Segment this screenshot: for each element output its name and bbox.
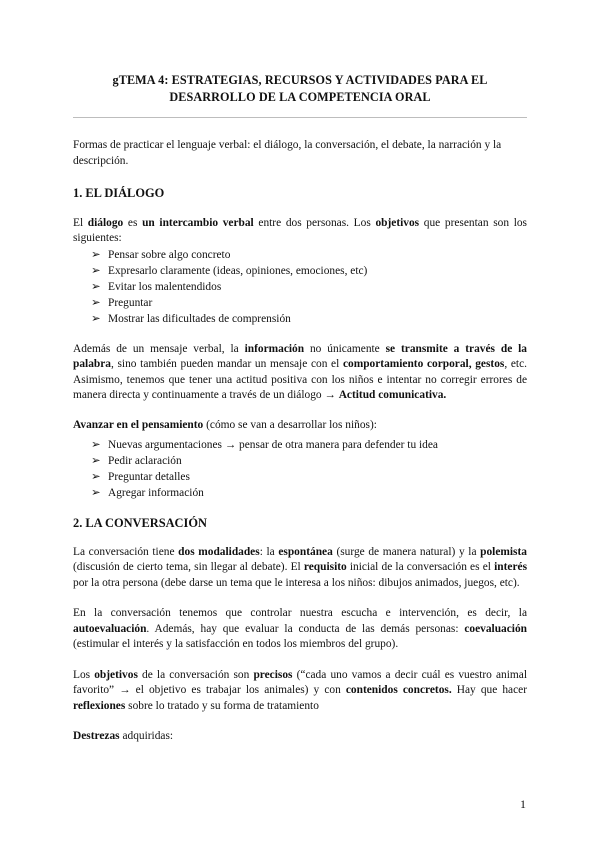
document-page [73,72,527,745]
thinking-paragraph: Avanzar en el pensamiento (cómo se van a desarrollar los niños): [73,418,377,431]
objectives-paragraph: Los objetivos de la conversación son precisos (“cada uno vamos a decir cuál es vuestro animal favorito” → el objetivo es trabajar los animales) y con contenidos concretos. Hay que hacer reflexiones sobre lo tratado y su forma de tratamiento [73,668,528,712]
intro-paragraph: Formas de practicar el lenguaje verbal: el diálogo, la conversación, el debate, la narración y la descripción. [73,139,502,167]
arrow-bullet-icon: ➢ [91,280,101,293]
section2-heading: 2. LA CONVERSACIÓN [73,516,207,530]
list-item: ➢ Expresarlo claramente (ideas, opiniones, emociones, etc) [91,264,368,277]
section1-heading: 1. EL DIÁLOGO [73,186,165,200]
arrow-bullet-icon: ➢ [91,248,101,261]
title-line-2: DESARROLLO DE LA COMPETENCIA ORAL [169,90,431,104]
list-item: ➢ Evitar los malentendidos [91,280,222,293]
list-item: ➢ Pedir aclaración [91,455,182,467]
arrow-bullet-icon: ➢ [91,471,101,483]
evaluation-paragraph: En la conversación tenemos que controlar nuestra escucha e intervención, es decir, la autoevaluación. Además, hay que evaluar la conducta de las demás personas: coevaluación (estimular el interés y la satisfacción en todos los miembros del grupo). [73,607,527,650]
information-paragraph: Además de un mensaje verbal, la información no únicamente se transmite a través de la palabra, sino también pueden mandar un mensaje con el comportamiento corporal, gestos, etc. Asimismo, tenemos que tener una actitud positiva con los niños e intentar no corregir errores de manera directa y continuamente a través de un diálogo → Actitud comunicativa. [73,342,528,401]
objectives-list [73,247,527,327]
list-item: ➢ Agregar información [91,487,204,499]
list-item: ➢ Preguntar detalles [91,471,190,483]
arrow-bullet-icon: ➢ [91,455,101,467]
arrow-bullet-icon: ➢ [91,264,101,277]
title-line-1: gTEMA 4: ESTRATEGIAS, RECURSOS Y ACTIVIDADES PARA EL [112,73,488,87]
list-item: ➢ Pensar sobre algo concreto [91,248,231,261]
list-item: ➢ Nuevas argumentaciones → pensar de otra manera para defender tu idea [91,439,438,451]
arrow-bullet-icon: ➢ [91,296,101,309]
conversation-paragraph: La conversación tiene dos modalidades: la espontánea (surge de manera natural) y la polemista (discusión de cierto tema, sin llegar al debate). El requisito inicial de la conversación es el interés por la otra persona (debe darse un tema que le interesa a los niños: dibujos animados, juegos, etc). [73,545,528,589]
skills-paragraph: Destrezas adquiridas: [73,730,174,742]
arrow-bullet-icon: ➢ [91,312,101,325]
arrow-bullet-icon: ➢ [91,487,101,499]
arrow-bullet-icon: ➢ [91,439,101,451]
dialogue-paragraph: El diálogo es un intercambio verbal entre dos personas. Los objetivos que presentan son los siguientes: [73,216,527,244]
thinking-list [73,437,527,501]
list-item: ➢ Mostrar las dificultades de comprensión [91,312,291,325]
list-item: ➢ Preguntar [91,296,153,309]
page-number: 1 [520,797,526,811]
document-title [73,72,527,106]
title-divider [73,117,527,118]
